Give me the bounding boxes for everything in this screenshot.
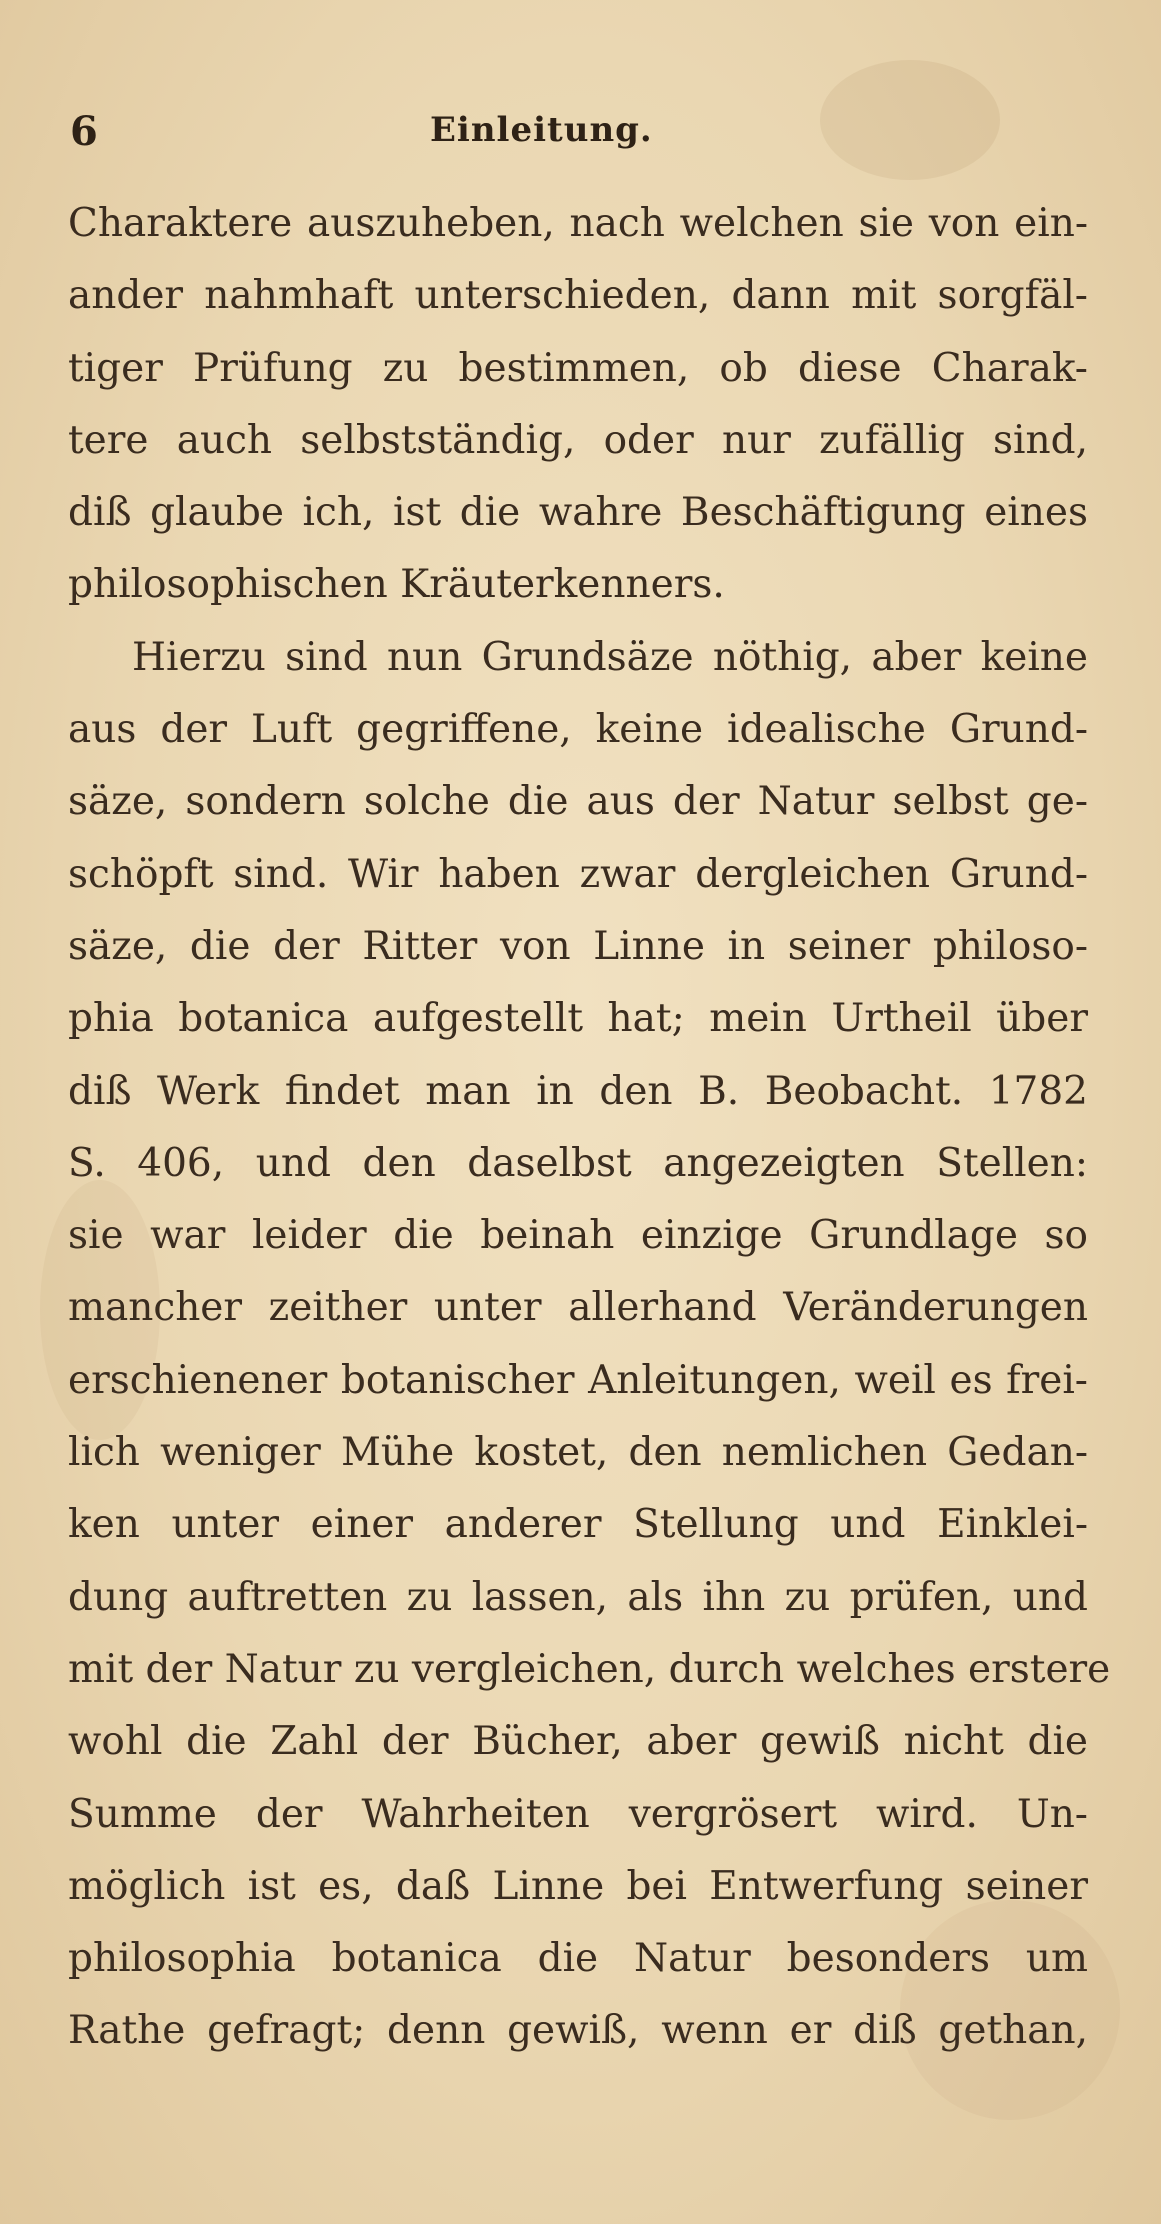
- text-line: philosophischen Kräuterkenners.: [68, 562, 725, 608]
- text-line: tiger Prüfung zu bestimmen, ob diese Charak-: [68, 345, 1088, 391]
- text-line: säze, sondern solche die aus der Natur selbst ge-: [68, 779, 1088, 825]
- paragraph-start-line: Hierzu sind nun Grundsäze nöthig, aber keine: [132, 634, 1088, 680]
- page-number: 6: [70, 108, 98, 155]
- text-line: wohl die Zahl der Bücher, aber gewiß nicht die: [68, 1719, 1088, 1765]
- text-line: aus der Luft gegriffene, keine idealische Grund-: [68, 707, 1088, 753]
- text-line: mancher zeither unter allerhand Veränderungen: [68, 1285, 1088, 1331]
- running-head: [0, 108, 1161, 168]
- text-line: möglich ist es, daß Linne bei Entwerfung seiner: [68, 1863, 1088, 1909]
- text-line: lich weniger Mühe kostet, den nemlichen Gedan-: [68, 1430, 1088, 1476]
- text-line: dung auftretten zu lassen, als ihn zu prüfen, und: [68, 1574, 1088, 1620]
- text-line: schöpft sind. Wir haben zwar dergleichen Grund-: [68, 851, 1088, 897]
- text-line: tere auch selbstständig, oder nur zufällig sind,: [68, 417, 1088, 463]
- body-text: [68, 188, 1111, 2068]
- text-line: diß glaube ich, ist die wahre Beschäftigung eines: [68, 490, 1088, 536]
- text-line: S. 406, und den daselbst angezeigten Stellen:: [68, 1140, 1088, 1186]
- text-line: sie war leider die beinah einzige Grundlage so: [68, 1213, 1088, 1259]
- text-line: ken unter einer anderer Stellung und Einklei-: [68, 1502, 1088, 1548]
- text-line: säze, die der Ritter von Linne in seiner philoso-: [68, 923, 1088, 969]
- text-line: diß Werk findet man in den B. Beobacht. 1782: [68, 1068, 1088, 1114]
- text-line: Charaktere auszuheben, nach welchen sie von ein-: [68, 201, 1088, 246]
- text-line: phia botanica aufgestellt hat; mein Urtheil über: [68, 996, 1088, 1042]
- text-line: mit der Natur zu vergleichen, durch welches erstere: [68, 1646, 1111, 1692]
- text-line: Summe der Wahrheiten vergrösert wird. Un-: [68, 1791, 1088, 1837]
- text-line: erschienener botanischer Anleitungen, weil es frei-: [68, 1357, 1088, 1403]
- text-line: ander nahmhaft unterschieden, dann mit sorgfäl-: [68, 273, 1088, 319]
- running-title: Einleitung.: [430, 110, 653, 150]
- text-line: Rathe gefragt; denn gewiß, wenn er diß gethan,: [68, 2008, 1088, 2054]
- text-line: philosophia botanica die Natur besonders um: [68, 1936, 1088, 1982]
